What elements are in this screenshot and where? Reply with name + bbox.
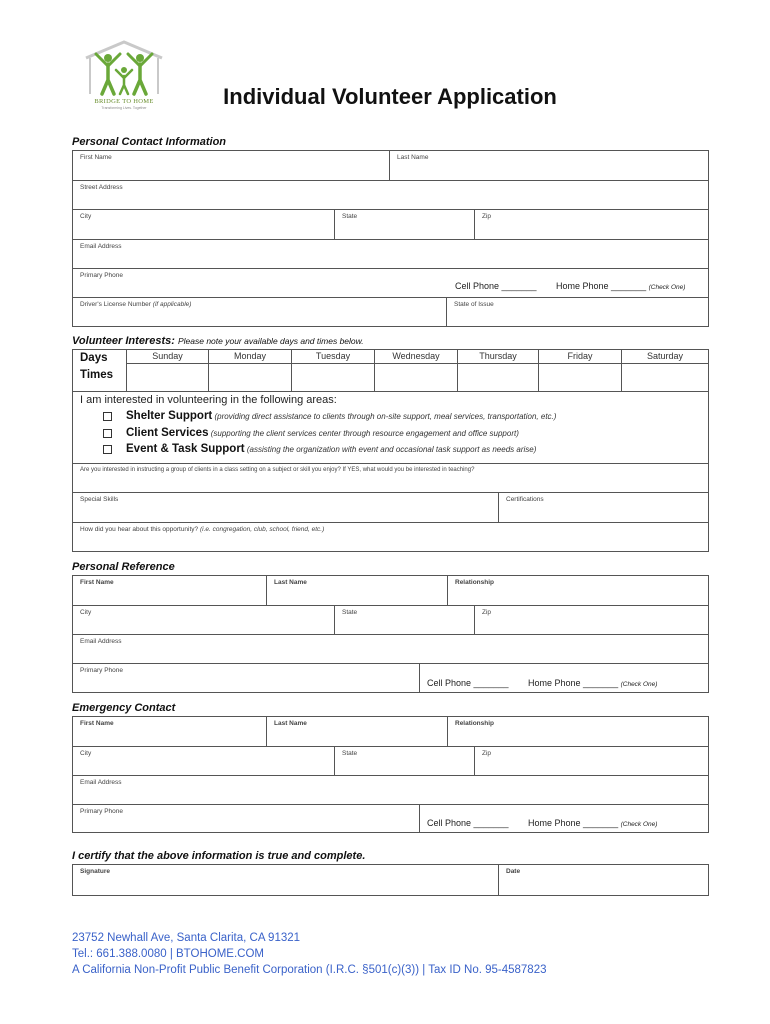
logo-name: BRIDGE TO HOME [94,98,154,105]
contact-form [72,150,709,327]
reference-relationship-field[interactable]: Relationship [448,576,708,606]
date-field[interactable]: Date [506,868,521,875]
emergency-last-name-field[interactable]: Last Name [267,717,448,747]
reference-zip-field[interactable]: Zip [475,606,708,635]
reference-state-field[interactable]: State [335,606,475,635]
footer-address: 23752 Newhall Ave, Santa Clarita, CA 91321 [72,932,301,944]
section-heading-interests: Volunteer Interests: Please note your available days and times below. [72,335,364,347]
time-slot-tuesday[interactable] [292,364,375,392]
page-title: Individual Volunteer Application [223,84,557,109]
time-slot-saturday[interactable] [622,364,708,392]
emergency-home-phone-option[interactable]: Home Phone _______ (Check One) [528,818,658,828]
reference-city-field[interactable]: City [73,606,335,635]
day-header-sunday: Sunday [127,350,209,364]
emergency-form [72,716,709,833]
emergency-zip-field[interactable]: Zip [475,747,708,776]
certify-statement: I certify that the above information is true and complete. [72,850,366,862]
checkbox[interactable] [103,412,112,421]
certify-form [72,864,709,896]
day-header-saturday: Saturday [622,350,708,364]
checkbox[interactable] [103,445,112,454]
time-slot-monday[interactable] [209,364,292,392]
emergency-first-name-field[interactable]: First Name [73,717,267,747]
logo-tagline: Transforming Lives. Together [101,106,147,110]
special-skills-field[interactable]: Special Skills [73,493,499,523]
contact-cell-phone-option[interactable]: Cell Phone _______ [455,281,537,291]
reference-primary-phone-field[interactable]: Primary Phone [73,664,420,692]
checkbox[interactable] [103,429,112,438]
day-header-tuesday: Tuesday [292,350,375,364]
day-header-friday: Friday [539,350,622,364]
areas-intro: I am interested in volunteering in the following areas: [80,394,337,406]
day-header-wednesday: Wednesday [375,350,458,364]
reference-last-name-field[interactable]: Last Name [267,576,448,606]
emergency-primary-phone-field[interactable]: Primary Phone [73,805,420,832]
emergency-city-field[interactable]: City [73,747,335,776]
reference-cell-phone-option[interactable]: Cell Phone _______ [427,678,509,688]
contact-street-field[interactable]: Street Address [73,181,708,210]
day-header-thursday: Thursday [458,350,539,364]
section-heading-contact: Personal Contact Information [72,136,227,148]
days-times-label: Days Times [73,350,127,392]
contact-state-issue-field[interactable]: State of Issue [454,301,494,308]
reference-home-phone-option[interactable]: Home Phone _______ (Check One) [528,678,658,688]
signature-field[interactable]: Signature [73,865,499,895]
contact-first-name-field[interactable]: First Name [73,151,390,181]
contact-state-field[interactable]: State [335,210,475,240]
time-slot-thursday[interactable] [458,364,539,392]
time-slot-wednesday[interactable] [375,364,458,392]
contact-email-field[interactable]: Email Address [73,240,708,269]
contact-zip-field[interactable]: Zip [475,210,708,240]
time-slot-friday[interactable] [539,364,622,392]
area-event-task-support[interactable]: Event & Task Support (assisting the organization with event and occasional task support as needs arise) [103,443,536,455]
section-heading-reference: Personal Reference [72,561,175,573]
reference-email-field[interactable]: Email Address [73,635,708,664]
area-shelter-support[interactable]: Shelter Support (providing direct assistance to clients through on-site support, meal services, transportation, etc.) [103,410,556,422]
contact-city-field[interactable]: City [73,210,335,240]
footer-contact: Tel.: 661.388.0080 | BTOHOME.COM [72,948,264,960]
instructing-field[interactable]: Are you interested in instructing a group of clients in a class setting on a subject or skill you enjoy? If YES, what would you be interested in teaching? [73,464,708,493]
day-header-monday: Monday [209,350,292,364]
emergency-relationship-field[interactable]: Relationship [448,717,708,747]
contact-primary-phone-field[interactable]: Primary Phone Cell Phone _______ Home Phone _______ (Check One) [73,269,708,298]
interests-form [72,349,709,552]
contact-license-field[interactable]: Driver's License Number (if applicable) [73,298,447,326]
reference-form [72,575,709,693]
emergency-cell-phone-option[interactable]: Cell Phone _______ [427,818,509,828]
certifications-field[interactable]: Certifications [499,493,708,523]
emergency-state-field[interactable]: State [335,747,475,776]
contact-home-phone-option[interactable]: Home Phone _______ (Check One) [556,281,686,291]
reference-first-name-field[interactable]: First Name [73,576,267,606]
contact-last-name-field[interactable]: Last Name [390,151,708,181]
footer-corporation: A California Non-Profit Public Benefit Corporation (I.R.C. §501(c)(3)) | Tax ID No. 95-4587823 [72,964,547,976]
emergency-email-field[interactable]: Email Address [73,776,708,805]
section-heading-emergency: Emergency Contact [72,702,176,714]
hear-about-field[interactable]: How did you hear about this opportunity? (i.e. congregation, club, school, friend, etc.) [80,526,325,533]
area-client-services[interactable]: Client Services (supporting the client services center through resource engagement and office support) [103,427,519,439]
time-slot-sunday[interactable] [127,364,209,392]
